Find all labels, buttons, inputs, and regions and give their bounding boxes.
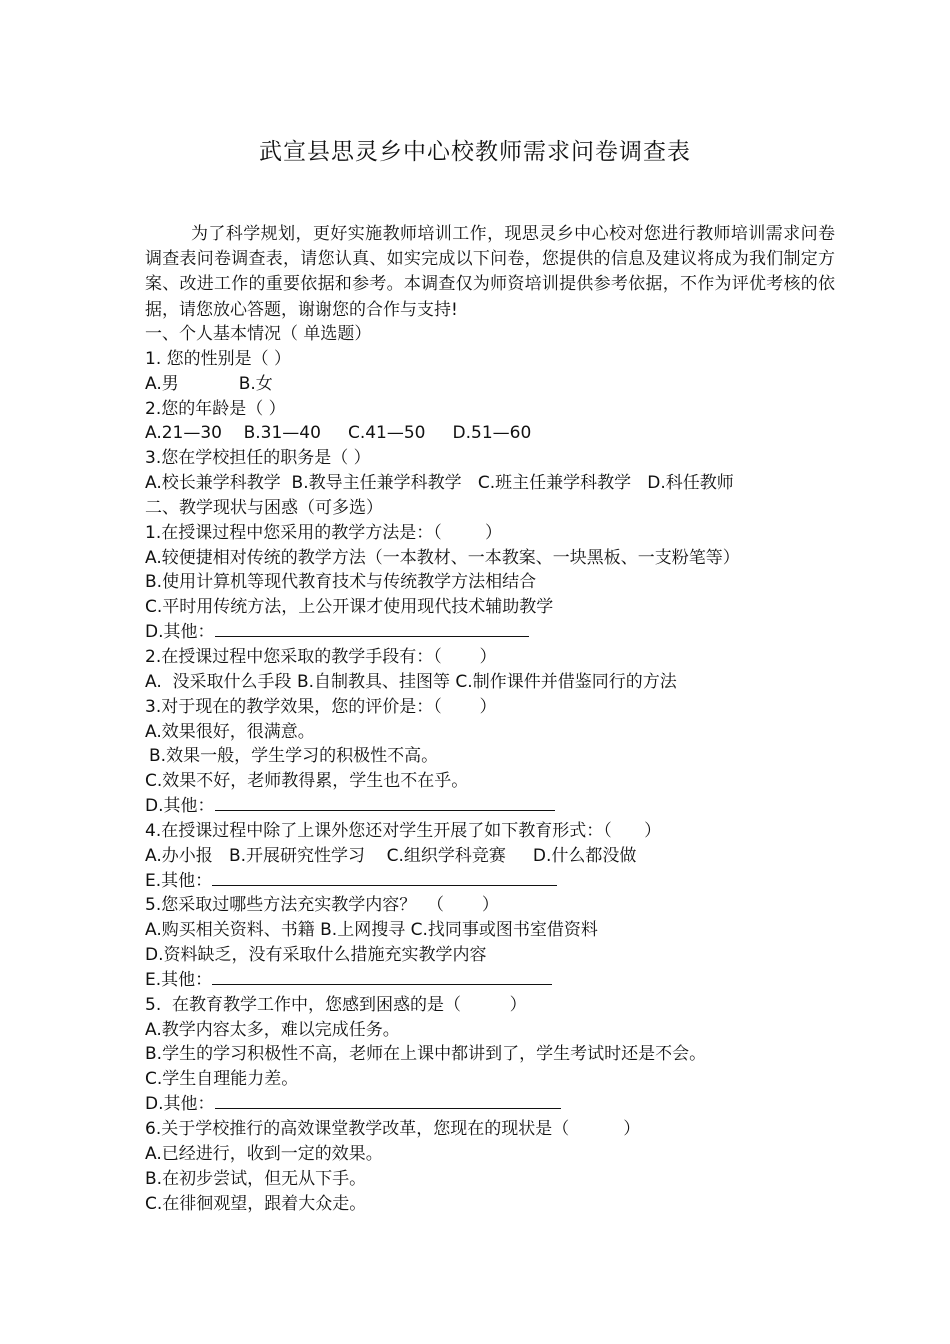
s2-q5-text: 5.您采取过哪些方法充实教学内容？ （ ）: [145, 895, 499, 916]
s2-q4-option-e: [145, 869, 845, 894]
s2-q1-option-d-label: D.其他：: [145, 622, 215, 643]
s2-q6-option-d-label: D.其他：: [145, 1094, 215, 1115]
s2-q5-option-e-label: E.其他：: [145, 969, 213, 990]
section-1-heading: 一、个人基本情况（ 单选题）: [145, 324, 372, 344]
s2-q3-option-c: C.效果不好，老师教得累，学生也不在乎。: [145, 771, 469, 792]
s2-q6-text: 5. 在教育教学工作中，您感到困惑的是（ ）: [145, 994, 527, 1015]
s2-q3-option-a: A.效果很好，很满意。: [145, 721, 315, 742]
s2-q7-text: 6.关于学校推行的高效课堂教学改革，您现在的现状是（ ）: [145, 1119, 641, 1139]
s2-q1-option-a: A.较便捷相对传统的教学方法（一本教材、一本教案、一块黑板、一支粉笔等）: [145, 547, 740, 568]
s2-q7-option-a: A.已经进行，收到一定的效果。: [145, 1143, 383, 1164]
s1-q1-option-a: A.男: [145, 373, 179, 394]
s2-q1-option-b: B.使用计算机等现代教育技术与传统教学方法相结合: [145, 572, 537, 593]
s2-q1-other-blank: [215, 621, 529, 637]
s2-q5-other-blank: [212, 969, 552, 985]
s2-q6-option-a: A.教学内容太多，难以完成任务。: [145, 1019, 400, 1040]
s2-q1-text: 1.在授课过程中您采用的教学方法是：（ ）: [145, 522, 502, 543]
s2-q2-text: 2.在授课过程中您采取的教学手段有：（ ）: [145, 646, 497, 667]
s2-q5-option-e: [145, 968, 845, 993]
s2-q7-option-c: C.在徘徊观望，跟着大众走。: [145, 1193, 367, 1214]
s2-q5-option-d: D.资料缺乏，没有采取什么措施充实教学内容: [145, 945, 487, 966]
s2-q2-options: A. 没采取什么手段 B.自制教具、挂图等 C.制作课件并借鉴同行的方法: [145, 671, 677, 692]
s2-q3-option-b: B.效果一般，学生学习的积极性不高。: [149, 746, 439, 767]
s1-q1-option-b: B.女: [238, 373, 273, 394]
s2-q4-option-e-label: E.其他：: [145, 870, 213, 891]
s2-q1-option-d: [145, 620, 845, 645]
s2-q4-other-blank: [212, 870, 557, 886]
s2-q6-other-blank: [215, 1093, 561, 1109]
s1-q1-text: 1. 您的性别是（ ）: [145, 348, 292, 369]
intro-paragraph: [145, 222, 835, 323]
s2-q6-option-b: B.学生的学习积极性不高，老师在上课中都讲到了，学生考试时还是不会。: [145, 1044, 707, 1065]
s2-q1-option-c: C.平时用传统方法，上公开课才使用现代技术辅助教学: [145, 597, 554, 618]
s1-q3-text: 3.您在学校担任的职务是（ ）: [145, 448, 371, 469]
s2-q4-options: A.办小报 B.开展研究性学习 C.组织学科竞赛 D.什么都没做: [145, 845, 637, 866]
document-title: 武宣县思灵乡中心校教师需求问卷调查表: [259, 139, 691, 165]
s1-q2-options: A.21—30 B.31—40 C.41—50 D.51—60: [145, 423, 532, 444]
s2-q4-text: 4.在授课过程中除了上课外您还对学生开展了如下教育形式：（ ）: [145, 820, 662, 841]
s2-q3-text: 3.对于现在的教学效果，您的评价是：（ ）: [145, 696, 497, 717]
s2-q6-option-c: C.学生自理能力差。: [145, 1069, 299, 1090]
s1-q1-options: [145, 372, 845, 397]
section-2-heading: 二、教学现状与困惑（可多选）: [145, 497, 383, 518]
s1-q3-options: A.校长兼学科教学 B.教导主任兼学科教学 C.班主任兼学科教学 D.科任教师: [145, 473, 734, 494]
s2-q3-option-d: [145, 794, 845, 819]
intro-text: 为了科学规划，更好实施教师培训工作，现思灵乡中心校对您进行教师培训需求问卷调查表问卷调查表，请您认真、如实完成以下问卷，您提供的信息及建议将成为我们制定方案、改进工作的重要依据和参考。本调查仅为师资培训提供参考依据，不作为评优考核的依据，请您放心答题，谢谢您的合作与支持!: [145, 224, 835, 320]
questionnaire-body: [145, 322, 845, 1216]
s2-q7-option-b: B.在初步尝试，但无从下手。: [145, 1168, 367, 1189]
s2-q6-option-d: [145, 1092, 845, 1117]
s2-q3-option-d-label: D.其他：: [145, 796, 215, 817]
s1-q2-text: 2.您的年龄是（ ）: [145, 398, 286, 419]
s2-q3-other-blank: [215, 795, 555, 811]
s2-q5-options-abc: A.购买相关资料、书籍 B.上网搜寻 C.找同事或图书室借资料: [145, 920, 598, 941]
